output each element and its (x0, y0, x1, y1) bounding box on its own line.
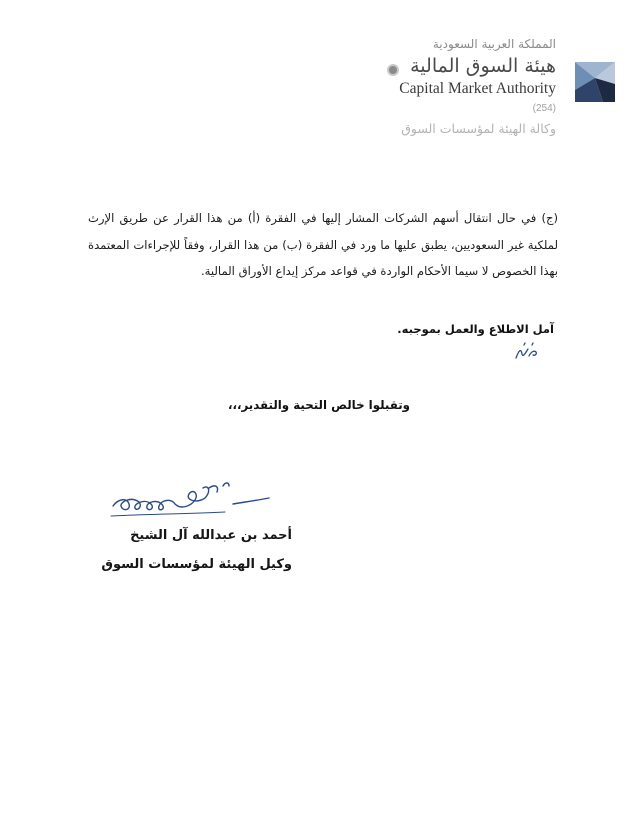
kingdom-name: المملكة العربية السعودية (432, 37, 556, 51)
letter-paragraph: (ج) في حال انتقال أسهم الشركات المشار إليها في الفقرة (أ) من هذا القرار عن طريق الإرث لملكية غير السعوديين، يطبق عليها ما ورد في الفقرة (ب) من هذا القرار، وفقاً للإجراءات المعتمدة بهذا الخصوص لا سيما الأحكام الواردة في قواعد مركز إيداع الأوراق المالية. (88, 211, 558, 278)
signatory-title: وكيل الهيئة لمؤسسات السوق (101, 557, 292, 572)
reference-number: (254) (532, 103, 556, 114)
closing-line: وتقبلوا خالص التحية والتقدير،،، (228, 398, 410, 412)
request-line: آمل الاطلاع والعمل بموجبه. (397, 322, 554, 336)
signature-icon (105, 476, 275, 524)
authority-name-arabic: هيئة السوق المالية (410, 55, 556, 77)
authority-name-english: Capital Market Authority (399, 80, 556, 97)
cma-logo-icon (573, 60, 617, 104)
handwritten-note-icon (512, 340, 542, 364)
seal-icon (387, 64, 399, 76)
agency-name: وكالة الهيئة لمؤسسات السوق (401, 121, 556, 136)
signatory-name: أحمد بن عبدالله آل الشيخ (130, 528, 292, 543)
